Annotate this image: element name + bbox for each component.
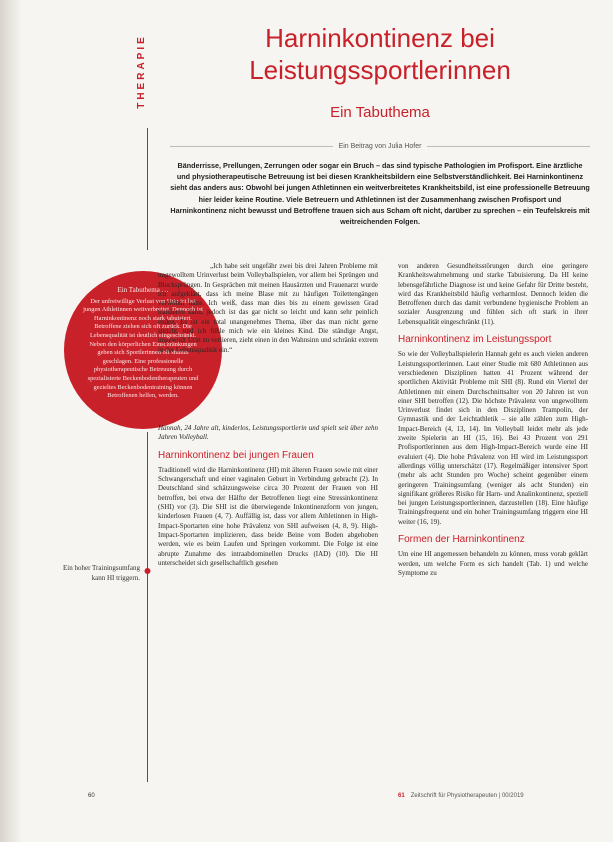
title-line-2: Leistungssportlerinnen (249, 55, 511, 85)
heading-formen: Formen der Harninkontinenz (398, 534, 525, 546)
page-number-left: 60 (88, 793, 95, 799)
column-2 (398, 262, 588, 578)
callout-heading: Ein Tabuthema … (117, 286, 169, 294)
pull-quote: Ein hoher Trainingsumfang kann HI triggern. (63, 564, 140, 582)
lead-paragraph: Bänderrisse, Prellungen, Zerrungen oder sogar ein Bruch – das sind typische Pathologien im Profisport. Eine ärztliche und physiotherapeutische Betreuung ist bei diesen Krankheitsbildern eine Selbstverständlichkeit. Bei Harninkontinenz sieht das anders aus: Obwohl bei jungen Athletinnen ein weitverbreitetes Krankheitsbild, ist eine professionelle Betreuung hier leider keine Routine. Viele Betreuern und Athletinnen ist der Zusammenhang zwischen Profisport und Harninkontinenz nicht bewusst und Betroffene trauen sich aus Scham oft nicht, darüber zu sprechen – ein Teufelskreis mit weitreichenden Folgen. (170, 161, 590, 227)
red-rule-top (147, 128, 148, 250)
heading-leistungssport: Harninkontinenz im Leistungssport (398, 334, 552, 346)
byline-text: Ein Beitrag von Julia Hofer (338, 143, 422, 150)
byline-rule-left (170, 146, 333, 147)
pull-quote-dot (145, 568, 151, 574)
body-junge-frauen: Traditionell wird die Harninkontinenz (HI) mit älteren Frauen sowie mit einer Schwangerschaft und einer vaginalen Geburt in Verbindung gebracht (2). In Deutschland sind schätzungsweise circa 30 Prozent der Frauen von HI betroffen, bei etwa der Hälfte der Betroffenen liegt eine Stressinkontinenz (SHI) vor (3). Die SHI ist die überwiegende Inkontinenzform von jungen, kinderlosen Frauen (4, 7). Auffällig ist, dass vor allem Athletinnen in High-Impact-Sportarten eine hohe Prävalenz von SHI aufweisen (4, 8, 9). High-Impact-Sportarten implizieren, dass beide Beine vom Boden abgehoben werden, wie es beim Laufen und Springen vorkommt. Die Folge ist eine abrupte Zunahme des intraabdominellen Drucks (IAD) (10). Die HI unterscheidet sich gesellschaftlich gesehen (158, 465, 378, 567)
byline (170, 143, 590, 150)
body-tabu: von anderen Gesundheitsstörungen durch eine geringere Krankheitswahrnehmung und starke Tabuisierung. Da HI keine lebensgefährliche Diagnose ist und keine Gefahr für Dritte besteht, wird das Krankheitsbild häufig verharmlost. Dennoch leiden die Betroffenen durch das damit verbundene hygienische Problem an sozialer Ausgrenzung und fühlen sich oft stark in ihrer Lebensqualität eingeschränkt (11). (398, 262, 588, 326)
footer-right (398, 793, 524, 799)
title-line-1: Harninkontinenz bei (265, 23, 495, 53)
column-1-intro (158, 262, 378, 355)
red-rule-bottom (147, 432, 148, 782)
section-label: THERAPIE (135, 34, 147, 109)
body-formen: Um eine HI angemessen behandeln zu können, muss vorab geklärt werden, um welche Form es sich handelt (Tab. 1) und welche Symptome zu (398, 550, 588, 577)
page-number-right: 61 (398, 793, 405, 799)
article-subtitle: Ein Tabuthema (330, 104, 430, 121)
heading-junge-frauen: Harninkontinenz bei jungen Frauen (158, 449, 314, 461)
article-title (170, 22, 590, 86)
patient-quote: „Ich habe seit ungefähr zwei bis drei Jahren Probleme mit ungewolltem Urinverlust beim Volleyballspielen, vor allem bei Sprüngen und Blocksprüngen. In Gesprächen mit meinen Hausärzten und Frauenarzt wurde ich aufgeklärt, dass ich meine Blase mit zu häufigen Toilettengängen verwöhnt hätte. Ich weiß, dass man dies bis zu einem gewissen Grad trainieren kann, jedoch ist das gar nicht so leicht und kann sehr peinlich enden. Es ist ein total unangenehmes Thema, über das man nicht gerne spricht, und ich fühle mich wie ein kleines Kind. Die ständige Angst, ungewollt Urin zu verlieren, zieht einen in den Wahnsinn und schränkt extrem in der Lebensqualität ein.“ (158, 262, 378, 354)
scan-shadow (0, 0, 22, 842)
column-1 (158, 424, 378, 568)
byline-rule-right (427, 146, 590, 147)
quote-source: Hannah, 24 Jahre alt, kinderlos, Leistungssportlerin und spielt seit über zehn Jahren Volleyball. (158, 424, 378, 442)
body-leistungssport: So wie der Volleyballspielerin Hannah geht es auch vielen anderen Leistungssportlerinnen. Laut einer Studie mit 680 Athletinnen aus verschiedenen Disziplinen hatten 41 Prozent während der sportlichen Aktivität Probleme mit SHI (8). Rund ein Viertel der Athletinnen mit einem Durchschnittsalter von 20 Jahren ist von einer SHI betroffen (12). Die höchste Prävalenz von ungewolltem Urinverlust findet sich in den Disziplinen Trampolin, der Gymnastik und der Leichtathletik – sie alle zählen zum High-Impact-Bereich (4, 13, 14). Im Volleyball leidet mehr als jede zweite Spielerin an HI (15, 16). Bei 43 Prozent von 291 Profisportlerinnen aus dem High-Impact-Bereich wurde eine HI evaluiert (4). Die hohe Prävalenz von HI wird im Leistungssport allerdings völlig unterschätzt (17). Regelmäßiger intensiver Sport (mehr als acht Stunden pro Woche) scheint gegenüber einem geringeren Trainingsumfang (weniger als acht Stunden) ein signifikant größeres Risiko für Harn- und Analinkontinenz, speziell bei jungen Leistungssportlerinnen, darzustellen (18). Eine häufige Trainingsfrequenz und ein hoher Trainingsumfang triggern eine HI weiter (16, 19). (398, 350, 588, 526)
callout-body: Der unfreiwillige Verlust von Urin ist bei jungen Athletinnen weitverbreitet. Dennoch ist Harninkontinenz noch stark tabuisiert. Betroffene ziehen sich oft zurück. Die Lebensqualität ist deutlich eingeschränkt. Neben den körperlichen Einschränkungen geben sich Sportlerinnen oft stumm geschlagen. Eine professionelle physiotherapeutische Betreuung durch spezialisierte Beckenbodentherapeuten und gezieltes Beckenbodentraining können Betroffenen helfen, werden. (83, 297, 203, 400)
journal-name: Zeitschrift für Physiotherapeuten | 00/2019 (410, 793, 524, 799)
